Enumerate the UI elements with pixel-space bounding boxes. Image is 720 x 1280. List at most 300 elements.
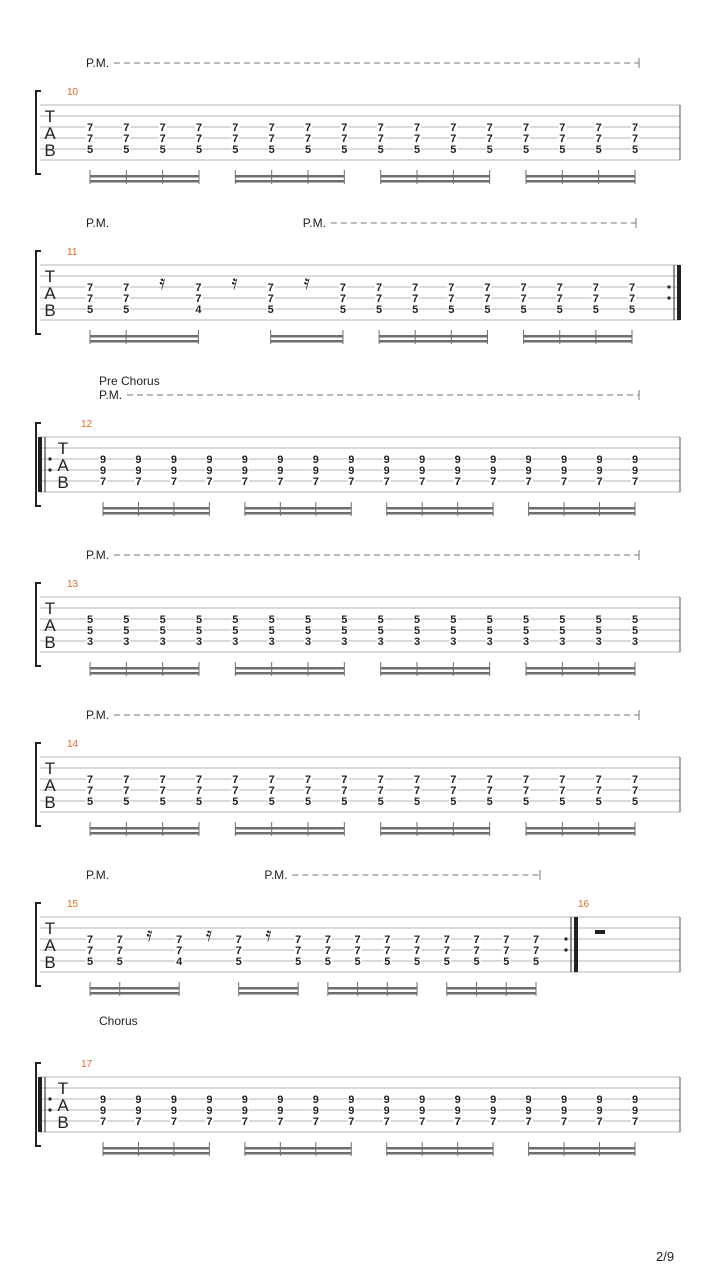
page-number: 2/9 xyxy=(656,1249,675,1264)
beam-primary xyxy=(526,832,635,835)
fret-number: 7 xyxy=(99,476,107,488)
fret-number: 9 xyxy=(312,1105,319,1117)
tab-clef-letter: B xyxy=(44,141,56,160)
tab-clef-letter: B xyxy=(57,473,69,492)
beam-primary xyxy=(90,992,179,995)
fret-number: 5 xyxy=(412,304,419,316)
fret-number: 7 xyxy=(123,122,130,134)
tab-clef-letter: B xyxy=(44,793,56,812)
fret-number: 7 xyxy=(559,785,566,797)
fret-number: 7 xyxy=(304,133,312,145)
tab-system-11 xyxy=(36,218,681,344)
fret-number: 7 xyxy=(595,785,602,797)
fret-number: 9 xyxy=(490,1094,497,1106)
beam-secondary xyxy=(529,1147,635,1150)
beam-primary xyxy=(328,992,417,995)
fret-number: 5 xyxy=(86,796,94,808)
repeat-dot xyxy=(564,937,567,940)
fret-number: 5 xyxy=(631,144,639,156)
fret-number: 9 xyxy=(596,1094,603,1106)
fret-number: 5 xyxy=(341,144,348,156)
fret-number: 7 xyxy=(383,476,390,488)
fret-number: 7 xyxy=(412,282,419,294)
beam-primary xyxy=(526,672,635,675)
sixteenth-rest: 𝄿 xyxy=(205,922,212,946)
fret-number: 5 xyxy=(486,144,493,156)
fret-number: 7 xyxy=(135,1116,142,1128)
palm-mute-label: P.M. xyxy=(86,548,110,562)
fret-number: 3 xyxy=(450,636,457,648)
fret-number: 7 xyxy=(595,774,602,786)
fret-number: 3 xyxy=(559,636,566,648)
fret-number: 5 xyxy=(159,625,166,637)
beam-primary xyxy=(235,672,344,675)
fret-number: 9 xyxy=(383,454,390,466)
measure-number: 12 xyxy=(81,419,93,430)
fret-number: 5 xyxy=(123,614,130,626)
repeat-dot xyxy=(564,948,567,951)
fret-number: 9 xyxy=(454,1094,461,1106)
fret-number: 5 xyxy=(559,625,566,637)
fret-number: 5 xyxy=(324,956,331,968)
fret-number: 5 xyxy=(304,614,312,626)
fret-number: 5 xyxy=(486,614,493,626)
fret-number: 9 xyxy=(241,465,248,477)
fret-number: 5 xyxy=(384,956,391,968)
fret-number: 7 xyxy=(556,282,563,294)
fret-number: 7 xyxy=(176,945,183,957)
tab-clef-letter: A xyxy=(44,776,56,795)
tab-clef-letter: T xyxy=(57,1079,69,1098)
fret-number: 7 xyxy=(116,945,123,957)
fret-number: 5 xyxy=(486,625,493,637)
fret-number: 9 xyxy=(525,1094,532,1106)
fret-number: 7 xyxy=(486,133,493,145)
tab-clef-letter: A xyxy=(44,284,56,303)
fret-number: 7 xyxy=(86,774,94,786)
beam-primary xyxy=(529,1152,635,1155)
fret-number: 5 xyxy=(595,796,602,808)
fret-number: 3 xyxy=(486,636,493,648)
fret-number: 5 xyxy=(377,614,384,626)
beam-secondary xyxy=(271,335,343,338)
fret-number: 5 xyxy=(86,144,94,156)
fret-number: 7 xyxy=(592,282,599,294)
palm-mute-label: P.M. xyxy=(302,216,326,230)
fret-number: 5 xyxy=(86,625,94,637)
fret-number: 7 xyxy=(232,133,239,145)
fret-number: 5 xyxy=(522,796,530,808)
fret-number: 7 xyxy=(341,774,348,786)
measure-number: 14 xyxy=(67,739,79,750)
fret-number: 7 xyxy=(384,945,391,957)
fret-number: 5 xyxy=(413,796,421,808)
beam-primary xyxy=(245,512,351,515)
fret-number: 9 xyxy=(99,454,107,466)
beam-primary xyxy=(103,1152,209,1155)
fret-number: 9 xyxy=(561,454,568,466)
beam-secondary xyxy=(90,335,198,338)
fret-number: 7 xyxy=(450,122,457,134)
fret-number: 7 xyxy=(413,774,421,786)
fret-number: 7 xyxy=(520,293,527,305)
fret-number: 9 xyxy=(348,465,355,477)
fret-number: 7 xyxy=(377,785,384,797)
fret-number: 5 xyxy=(232,144,239,156)
repeat-start-thick-bar xyxy=(38,1077,42,1132)
beam-secondary xyxy=(526,827,635,830)
fret-number: 5 xyxy=(473,956,480,968)
repeat-dot xyxy=(667,296,670,299)
fret-number: 5 xyxy=(195,625,203,637)
fret-number: 7 xyxy=(522,133,530,145)
measure-number: 17 xyxy=(81,1059,93,1070)
fret-number: 5 xyxy=(268,625,275,637)
fret-number: 7 xyxy=(304,122,312,134)
beam-primary xyxy=(447,992,536,995)
fret-number: 7 xyxy=(354,945,361,957)
fret-number: 7 xyxy=(376,293,383,305)
fret-number: 7 xyxy=(631,774,639,786)
measure-number: 15 xyxy=(67,899,79,910)
fret-number: 7 xyxy=(339,282,346,294)
fret-number: 9 xyxy=(525,465,532,477)
fret-number: 7 xyxy=(522,785,530,797)
system-brace xyxy=(36,91,41,174)
fret-number: 7 xyxy=(123,785,130,797)
fret-number: 7 xyxy=(341,122,348,134)
beam-secondary xyxy=(239,987,298,990)
fret-number: 4 xyxy=(176,956,183,968)
fret-number: 5 xyxy=(595,625,602,637)
fret-number: 5 xyxy=(450,796,457,808)
fret-number: 7 xyxy=(377,774,384,786)
fret-number: 7 xyxy=(268,133,275,145)
repeat-dot xyxy=(48,468,51,471)
fret-number: 9 xyxy=(561,1105,568,1117)
fret-number: 7 xyxy=(414,945,421,957)
fret-number: 5 xyxy=(235,956,242,968)
measure-number: 11 xyxy=(67,247,78,258)
fret-number: 9 xyxy=(312,465,319,477)
beam-secondary xyxy=(447,987,536,990)
tab-clef-letter: A xyxy=(44,124,56,143)
fret-number: 7 xyxy=(159,133,166,145)
fret-number: 9 xyxy=(135,454,142,466)
fret-number: 9 xyxy=(454,465,461,477)
fret-number: 7 xyxy=(525,476,532,488)
fret-number: 9 xyxy=(135,1105,142,1117)
beam-secondary xyxy=(524,335,632,338)
fret-number: 3 xyxy=(631,636,639,648)
section-label: Chorus xyxy=(99,1014,138,1028)
fret-number: 7 xyxy=(377,133,384,145)
fret-number: 5 xyxy=(413,625,421,637)
fret-number: 3 xyxy=(341,636,348,648)
fret-number: 9 xyxy=(631,465,639,477)
repeat-start-thick-bar xyxy=(38,437,42,492)
fret-number: 7 xyxy=(159,785,166,797)
fret-number: 9 xyxy=(383,1105,390,1117)
fret-number: 5 xyxy=(232,796,239,808)
fret-number: 9 xyxy=(312,454,319,466)
fret-number: 7 xyxy=(267,293,274,305)
fret-number: 5 xyxy=(295,956,302,968)
fret-number: 7 xyxy=(232,774,239,786)
fret-number: 9 xyxy=(170,465,177,477)
fret-number: 5 xyxy=(339,304,346,316)
fret-number: 7 xyxy=(414,934,421,946)
beam-secondary xyxy=(90,667,199,670)
palm-mute-label: P.M. xyxy=(86,56,110,70)
fret-number: 7 xyxy=(413,122,421,134)
repeat-end-thick-bar xyxy=(677,265,681,320)
fret-number: 7 xyxy=(631,122,639,134)
fret-number: 7 xyxy=(490,476,497,488)
fret-number: 5 xyxy=(86,614,94,626)
fret-number: 7 xyxy=(123,293,130,305)
fret-number: 5 xyxy=(232,625,239,637)
fret-number: 7 xyxy=(450,133,457,145)
beam-secondary xyxy=(381,175,490,178)
palm-mute-label: P.M. xyxy=(86,708,110,722)
fret-number: 7 xyxy=(295,934,302,946)
fret-number: 9 xyxy=(631,454,639,466)
fret-number: 7 xyxy=(384,934,391,946)
fret-number: 5 xyxy=(159,796,166,808)
fret-number: 5 xyxy=(86,304,94,316)
fret-number: 7 xyxy=(354,934,361,946)
fret-number: 5 xyxy=(559,796,566,808)
fret-number: 5 xyxy=(123,625,130,637)
fret-number: 7 xyxy=(206,476,213,488)
beam-secondary xyxy=(526,667,635,670)
fret-number: 5 xyxy=(631,625,639,637)
beam-secondary xyxy=(381,667,490,670)
fret-number: 7 xyxy=(232,785,239,797)
fret-number: 7 xyxy=(304,785,312,797)
fret-number: 7 xyxy=(195,122,203,134)
fret-number: 9 xyxy=(170,454,177,466)
beam-secondary xyxy=(235,175,344,178)
fret-number: 5 xyxy=(123,144,130,156)
fret-number: 5 xyxy=(595,144,602,156)
fret-number: 7 xyxy=(377,122,384,134)
fret-number: 7 xyxy=(341,785,348,797)
sixteenth-rest: 𝄿 xyxy=(159,270,166,294)
fret-number: 9 xyxy=(348,1094,355,1106)
fret-number: 7 xyxy=(341,133,348,145)
fret-number: 5 xyxy=(267,304,274,316)
fret-number: 7 xyxy=(241,476,248,488)
tab-clef-letter: B xyxy=(44,633,56,652)
tab-clef-letter: A xyxy=(57,456,69,475)
fret-number: 7 xyxy=(123,133,130,145)
fret-number: 9 xyxy=(241,1105,248,1117)
measure-number: 16 xyxy=(578,899,590,910)
fret-number: 7 xyxy=(268,785,275,797)
tab-system-15 xyxy=(36,870,680,996)
fret-number: 5 xyxy=(450,144,457,156)
fret-number: 7 xyxy=(561,476,568,488)
fret-number: 9 xyxy=(277,1094,284,1106)
fret-number: 5 xyxy=(522,614,530,626)
fret-number: 5 xyxy=(123,304,130,316)
fret-number: 7 xyxy=(268,774,275,786)
beam-primary xyxy=(379,340,487,343)
beam-primary xyxy=(90,180,199,183)
fret-number: 7 xyxy=(490,1116,497,1128)
fret-number: 9 xyxy=(383,1094,390,1106)
repeat-dot xyxy=(48,457,51,460)
fret-number: 5 xyxy=(268,614,275,626)
fret-number: 9 xyxy=(277,454,284,466)
beam-primary xyxy=(526,180,635,183)
repeat-dot xyxy=(667,285,670,288)
fret-number: 5 xyxy=(159,614,166,626)
fret-number: 5 xyxy=(268,796,275,808)
fret-number: 5 xyxy=(354,956,361,968)
fret-number: 7 xyxy=(195,133,203,145)
beam-primary xyxy=(90,832,199,835)
fret-number: 9 xyxy=(277,1105,284,1117)
tab-clef-letter: T xyxy=(44,599,56,618)
fret-number: 9 xyxy=(170,1105,177,1117)
fret-number: 7 xyxy=(304,774,312,786)
fret-number: 7 xyxy=(561,1116,568,1128)
fret-number: 5 xyxy=(159,144,166,156)
fret-number: 9 xyxy=(525,454,532,466)
fret-number: 7 xyxy=(486,774,493,786)
beam-primary xyxy=(90,672,199,675)
tab-clef-letter: B xyxy=(44,301,56,320)
palm-mute-label: P.M. xyxy=(264,868,288,882)
fret-number: 7 xyxy=(268,122,275,134)
fret-number: 7 xyxy=(413,133,421,145)
beam-secondary xyxy=(103,507,209,510)
fret-number: 9 xyxy=(490,465,497,477)
tab-clef-letter: A xyxy=(44,936,56,955)
fret-number: 7 xyxy=(176,934,183,946)
tab-clef-letter: B xyxy=(57,1113,69,1132)
fret-number: 9 xyxy=(348,1105,355,1117)
fret-number: 7 xyxy=(86,785,94,797)
sixteenth-rest: 𝄿 xyxy=(146,922,153,946)
beam-primary xyxy=(245,1152,351,1155)
fret-number: 5 xyxy=(86,956,94,968)
beam-secondary xyxy=(387,1147,493,1150)
fret-number: 9 xyxy=(561,465,568,477)
fret-number: 9 xyxy=(419,1094,426,1106)
palm-mute-label: P.M. xyxy=(99,388,123,402)
fret-number: 5 xyxy=(450,625,457,637)
fret-number: 7 xyxy=(631,785,639,797)
beam-secondary xyxy=(90,175,199,178)
fret-number: 5 xyxy=(522,625,530,637)
fret-number: 7 xyxy=(503,934,510,946)
beam-secondary xyxy=(245,1147,351,1150)
system-brace xyxy=(36,583,41,666)
fret-number: 9 xyxy=(561,1094,568,1106)
fret-number: 7 xyxy=(454,1116,461,1128)
beam-secondary xyxy=(235,667,344,670)
fret-number: 7 xyxy=(135,476,142,488)
fret-number: 9 xyxy=(525,1105,532,1117)
fret-number: 7 xyxy=(159,122,166,134)
fret-number: 7 xyxy=(195,785,203,797)
fret-number: 7 xyxy=(525,1116,532,1128)
tab-system-12 xyxy=(36,390,680,516)
fret-number: 9 xyxy=(99,465,107,477)
fret-number: 7 xyxy=(86,945,94,957)
fret-number: 7 xyxy=(277,476,284,488)
tab-clef-letter: T xyxy=(44,919,56,938)
fret-number: 7 xyxy=(628,293,636,305)
fret-number: 7 xyxy=(123,774,130,786)
tab-clef-letter: T xyxy=(57,439,69,458)
fret-number: 7 xyxy=(596,1116,603,1128)
fret-number: 5 xyxy=(377,144,384,156)
fret-number: 7 xyxy=(448,293,455,305)
fret-number: 9 xyxy=(99,1105,107,1117)
fret-number: 7 xyxy=(232,122,239,134)
fret-number: 5 xyxy=(592,304,599,316)
fret-number: 7 xyxy=(486,785,493,797)
fret-number: 5 xyxy=(448,304,455,316)
fret-number: 3 xyxy=(123,636,130,648)
fret-number: 7 xyxy=(522,122,530,134)
tab-system-10 xyxy=(36,58,680,184)
tab-system-17 xyxy=(36,1063,680,1156)
fret-number: 5 xyxy=(268,144,275,156)
fret-number: 7 xyxy=(235,945,242,957)
fret-number: 9 xyxy=(277,465,284,477)
fret-number: 9 xyxy=(454,1105,461,1117)
fret-number: 5 xyxy=(123,796,130,808)
fret-number: 7 xyxy=(86,133,94,145)
fret-number: 7 xyxy=(195,293,202,305)
fret-number: 5 xyxy=(377,796,384,808)
fret-number: 7 xyxy=(595,133,602,145)
fret-number: 5 xyxy=(376,304,383,316)
section-label: Pre Chorus xyxy=(99,374,160,388)
beam-secondary xyxy=(103,1147,209,1150)
fret-number: 9 xyxy=(99,1094,107,1106)
beam-primary xyxy=(239,992,298,995)
fret-number: 7 xyxy=(159,774,166,786)
whole-rest xyxy=(595,930,605,934)
fret-number: 4 xyxy=(195,304,202,316)
fret-number: 7 xyxy=(195,282,202,294)
fret-number: 9 xyxy=(454,454,461,466)
fret-number: 5 xyxy=(341,614,348,626)
fret-number: 7 xyxy=(503,945,510,957)
beam-secondary xyxy=(529,507,635,510)
fret-number: 9 xyxy=(490,454,497,466)
beam-secondary xyxy=(379,335,487,338)
fret-number: 7 xyxy=(443,934,450,946)
measure-number: 10 xyxy=(67,87,79,98)
fret-number: 7 xyxy=(631,476,639,488)
fret-number: 5 xyxy=(341,796,348,808)
beam-secondary xyxy=(381,827,490,830)
fret-number: 9 xyxy=(312,1094,319,1106)
fret-number: 7 xyxy=(277,1116,284,1128)
fret-number: 9 xyxy=(419,454,426,466)
fret-number: 7 xyxy=(312,476,319,488)
fret-number: 5 xyxy=(195,796,203,808)
beam-primary xyxy=(387,512,493,515)
